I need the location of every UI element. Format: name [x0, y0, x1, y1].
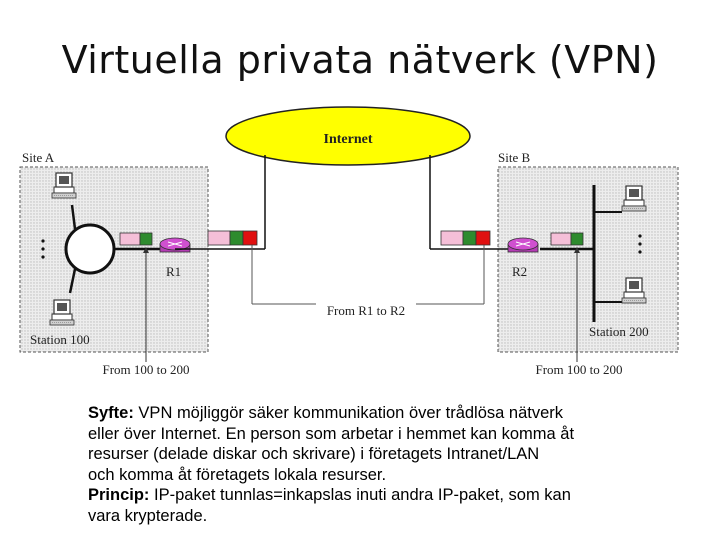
- from-100-to-200-right: From 100 to 200: [535, 362, 623, 377]
- purpose-text-1: VPN möjliggör säker kommunikation över trådlösa nätverk: [133, 404, 564, 422]
- from-100-to-200-left: From 100 to 200: [102, 362, 190, 377]
- site-b-area: [498, 167, 678, 352]
- purpose-line-1: [88, 403, 648, 424]
- slide-title: Virtuella privata nätverk (VPN): [61, 38, 659, 82]
- principle-text-1: IP-paket tunnlas=inkapslas inuti andra IP-paket, som kan: [149, 486, 571, 505]
- description-block: [88, 403, 648, 527]
- router-r1-label: R1: [166, 264, 182, 279]
- site-a-label: Site A: [22, 150, 55, 165]
- purpose-label: Syfte:: [88, 404, 134, 422]
- site-a-computer-bottom: [50, 300, 74, 325]
- purpose-line-2: eller över Internet. En person som arbetar i hemmet kan komma åt: [88, 424, 575, 443]
- tunnel-packet-left: [208, 231, 257, 245]
- site-b-computer-bottom: [622, 278, 646, 303]
- site-a-area: [20, 167, 208, 352]
- site-a-ring: [66, 225, 114, 273]
- station-100-label: Station 100: [30, 332, 90, 347]
- tunnel-label: From R1 to R2: [326, 303, 406, 318]
- principle-label: Princip:: [88, 486, 150, 505]
- router-r2-label: R2: [512, 264, 528, 279]
- purpose-line-3: resurser (delade diskar och skrivare) i företagets Intranet/LAN: [88, 445, 540, 464]
- station-200-label: Station 200: [589, 324, 649, 339]
- tunnel-packet-right: [441, 231, 490, 245]
- site-b-computer-top: [622, 186, 646, 211]
- router-r2: [508, 238, 538, 252]
- purpose-line-4: och komma åt företagets lokala resurser.: [88, 465, 387, 484]
- router-r1: [160, 238, 190, 252]
- site-a-computer-top: [52, 173, 76, 198]
- principle-line-2: vara krypterade.: [88, 506, 208, 525]
- site-b-label: Site B: [498, 150, 531, 165]
- site-b-packet: [551, 233, 583, 245]
- internet-label: Internet: [323, 132, 373, 147]
- principle-line-1: [88, 485, 648, 506]
- site-a-packet: [120, 233, 152, 245]
